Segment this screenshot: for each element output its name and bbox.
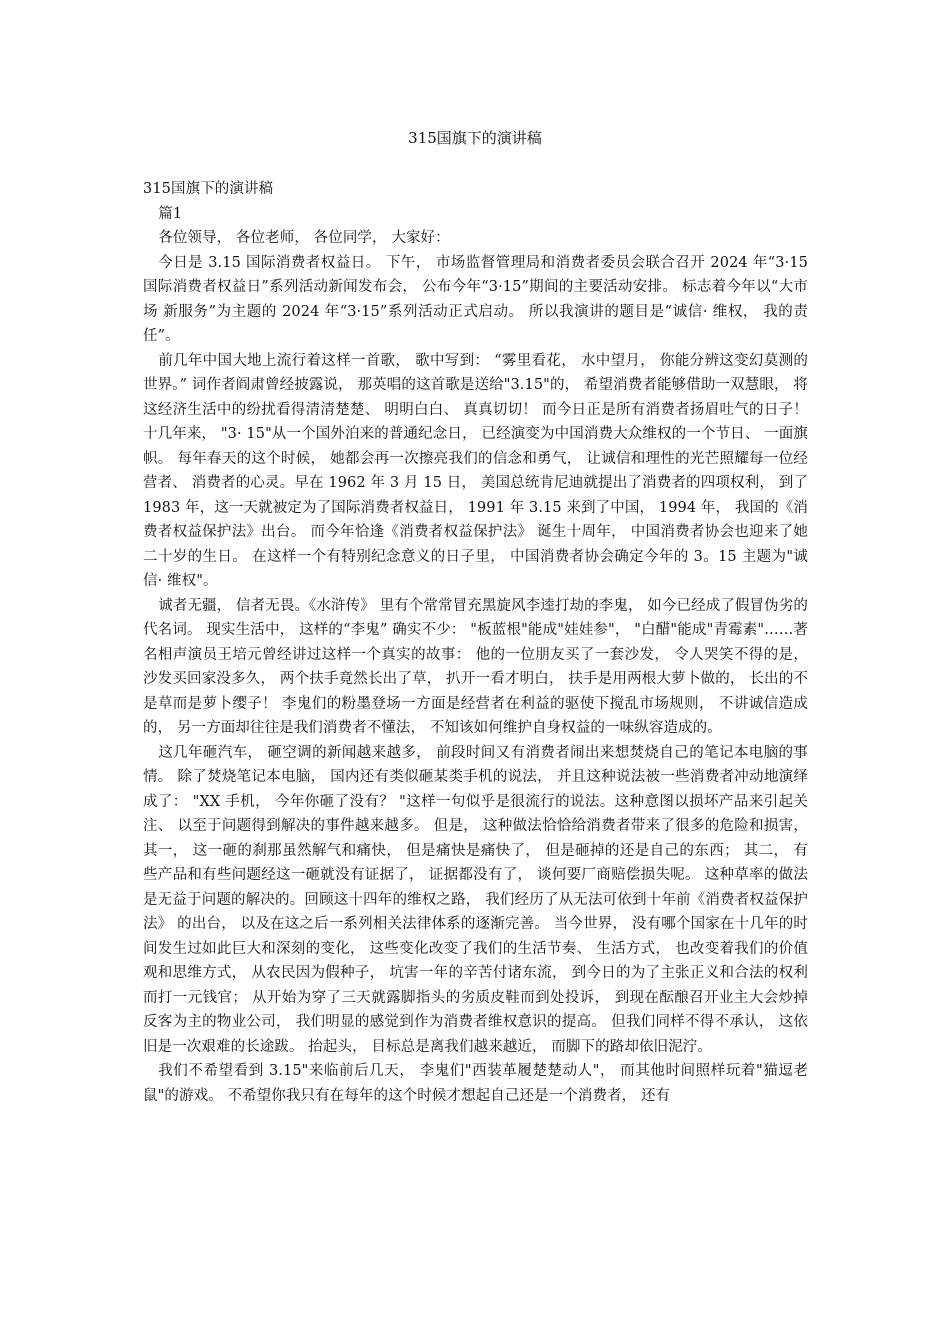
paragraph: 今日是 3.15 国际消费者权益日。 下午， 市场监督管理局和消费者委员会联合召开 2024 年“3·15 国际消费者权益日”系列活动新闻发布会， 公布今年“3·15”期间的主要活动安排。 标志着今年以“大市场 新服务”为主题的 2024 年“3·15”系列活动正式启动。 所以我演讲的题目是“诚信· 维权， 我的责任”。 bbox=[143, 254, 808, 344]
greeting: 各位领导， 各位老师， 各位同学， 大家好： bbox=[158, 230, 450, 246]
paragraph: 这几年砸汽车， 砸空调的新闻越来越多， 前段时间又有消费者闹出来想焚烧自己的笔记本电脑的事情。 除了焚烧笔记本电脑， 国内还有类似砸某类手机的说法， 并且这种说法被一些消费者冲动地演绎成了： "XX 手机， 今年你砸了没有？ "这样一句似乎是很流行的说法。这种意图以损坏产品来引起关注、 以至于问题得到解决的事件越来越多。 但是， 这种做法恰恰给消费者带来了很多的危险和损害， 其一， 这一砸的刹那虽然解气和痛快， 但是痛快是痛快了， 但是砸掉的还是自己的东西； 其二， 有些产品和有些问题经这一砸就没有证据了， 证据都没有了， 谈何要厂商赔偿损失呢。 这种草率的做法是无益于问题的解决的。回顾这十四年的维权之路， 我们经历了从无法可依到十年前《消费者权益保护法》 的出台， 以及在这之后一系列相关法律体系的逐渐完善。 当今世界， 没有哪个国家在十几年的时间发生过如此巨大和深刻的变化， 这些变化改变了我们的生活节奏、 生活方式， 也改变着我们的价值观和思维方式， 从农民因为假种子， 坑害一年的辛苦付诸东流， 到今日的为了主张正义和合法的权利而打一元钱官； 从开始为穿了三天就露脚指头的劣质皮鞋而到处投诉， 到现在酝酿召开业主大会炒掉反客为主的物业公司， 我们明显的感觉到作为消费者维权意识的提高。 但我们同样不得不承认， 这依旧是一次艰难的长途跋。 抬起头， 目标总是离我们越来越近， 而脚下的路却依旧泥泞。 bbox=[143, 744, 808, 1055]
document-body bbox=[143, 177, 808, 1108]
body-heading: 315国旗下的演讲稿 bbox=[143, 181, 274, 197]
section-label: 篇1 bbox=[158, 205, 183, 222]
paragraph: 诚者无疆， 信者无畏。《水浒传》 里有个常常冒充黑旋风李逵打劫的李鬼， 如今已经成了假冒伪劣的代名词。 现实生活中， 这样的“李鬼” 确实不少： "板蓝根"能成"娃娃参"， "白醋"能成"青霉素"……著名相声演员王培元曾经讲过这样一个真实的故事： 他的一位朋友买了一套沙发， 令人哭笑不得的是， 沙发买回家没多久， 两个扶手竟然长出了草， 扒开一看才明白， 扶手是用两根大萝卜做的， 长出的不是草而是萝卜缨子！ 李鬼们的粉墨登场一方面是经营者在利益的驱使下搅乱市场规则， 不讲诚信造成的， 另一方面却往往是我们消费者不懂法， 不知该如何维护自身权益的一味纵容造成的。 bbox=[143, 597, 808, 736]
paragraph: 我们不希望看到 3.15"来临前后几天， 李鬼们"西装革履楚楚动人"， 而其他时间照样玩着"猫逗老鼠"的游戏。 不希望你我只有在每年的这个时候才想起自己还是一个消费者， 还有 bbox=[143, 1063, 808, 1104]
document-title: 315国旗下的演讲稿 bbox=[408, 129, 542, 147]
paragraph: 前几年中国大地上流行着这样一首歌， 歌中写到： “雾里看花， 水中望月， 你能分辨这变幻莫测的世界。” 词作者阎肃曾经披露说， 那英唱的这首歌是送给"3.15"的， 希望消费者能够借助一双慧眼， 将这经济生活中的纷扰看得清清楚楚、 明明白白、 真真切切！ 而今日正是所有消费者扬眉吐气的日子！ 十几年来， "3· 15"从一个国外泊来的普通纪念日， 已经演变为中国消费大众维权的一个节日、 一面旗帜。 每年春天的这个时候， 她都会再一次擦亮我们的信念和勇气， 让诚信和理性的光芒照耀每一位经营者、 消费者的心灵。早在 1962 年 3 月 15 日， 美国总统肯尼迪就提出了消费者的四项权利， 到了 1983 年，这一天就被定为了国际消费者权益日， 1991 年 3.15 来到了中国， 1994 年， 我国的《消费者权益保护法》出台。 而今年恰逢《消费者权益保护法》 诞生十周年， 中国消费者协会也迎来了她二十岁的生日。 在这样一个有特别纪念意义的日子里， 中国消费者协会确定今年的 3。15 主题为"诚信· 维权"。 bbox=[143, 352, 808, 589]
